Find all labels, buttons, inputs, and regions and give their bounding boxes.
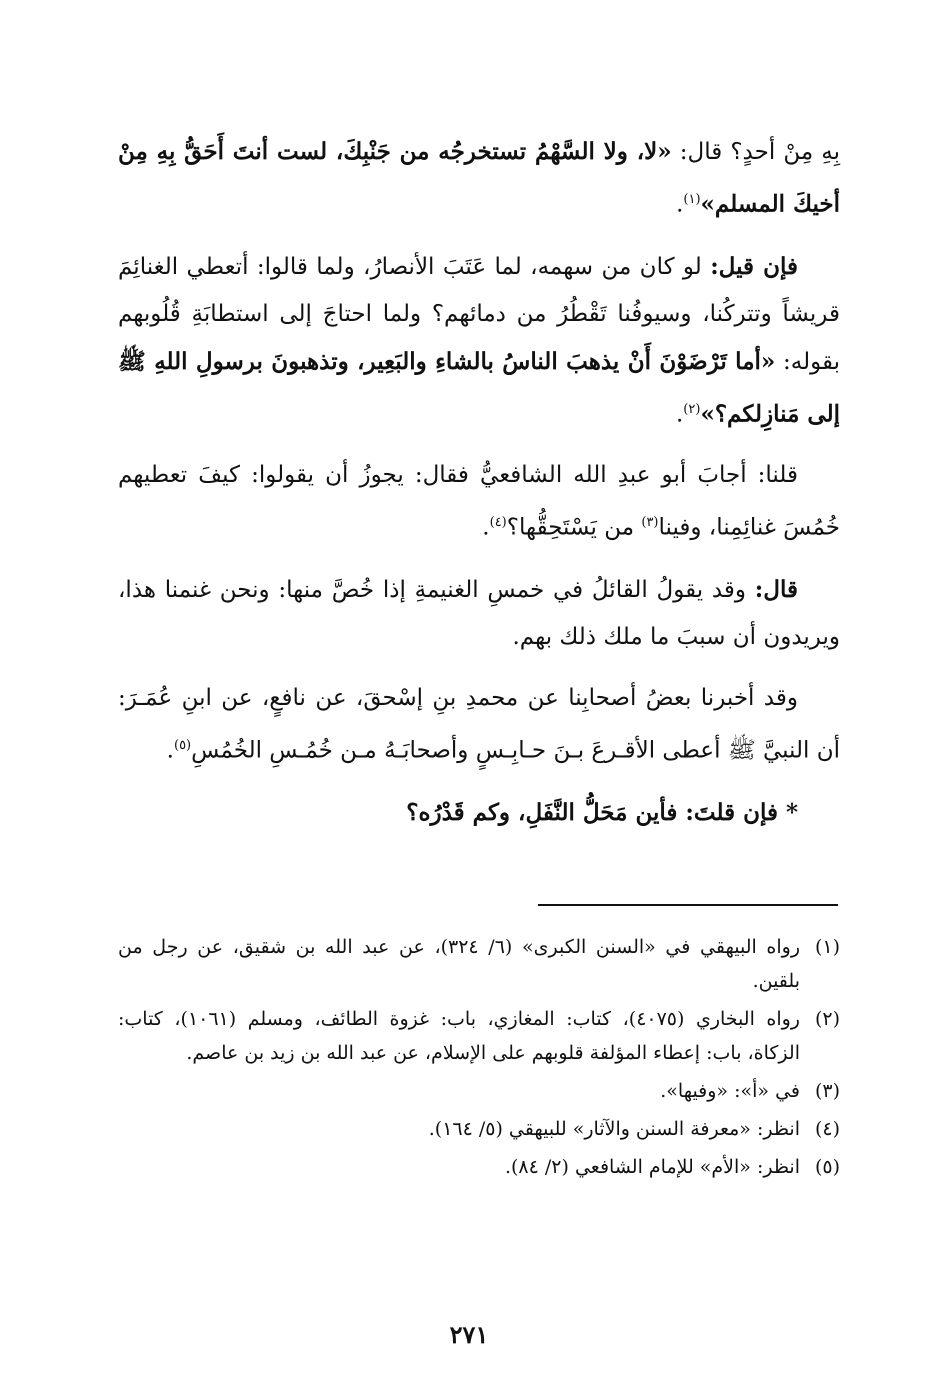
footnote-text: انظر: «معرفة السنن والآثار» للبيهقي (٥/ ١٦٤). bbox=[428, 1118, 800, 1140]
footnote-text: في «أ»: «وفيها». bbox=[660, 1080, 800, 1102]
footnote-number: (٣) bbox=[814, 1080, 840, 1102]
lead-word: فإن قيل: bbox=[710, 252, 799, 280]
footnote-ref[interactable]: (٤) bbox=[489, 515, 507, 531]
footnote-ref[interactable]: (٢) bbox=[683, 401, 701, 417]
text: وقد يقولُ القائلُ في خمسِ الغنيمةِ إذا خُصَّ منها: ونحن غنمنا هذا، ويريدون أن سببَ ما ملك ذلك بهم. bbox=[118, 576, 840, 650]
text: بِهِ مِنْ أحدٍ؟ قال: bbox=[671, 139, 841, 165]
footnote-divider bbox=[538, 904, 838, 906]
footnote bbox=[118, 930, 840, 998]
text: وقد أخبرنا بعضُ أصحابِنا عن محمدِ بنِ إسْحقَ، عن نافعٍ، عن ابنِ عُمَـرَ: أن النبيَّ ﷺ أعطى الأقـرعَ بـنَ حـابِـسٍ وأصحابَـهُ مـن خُمُـسِ الخُمُسِ bbox=[118, 684, 840, 764]
page-number: ٢٧١ bbox=[449, 1320, 489, 1349]
paragraph-2 bbox=[118, 243, 840, 439]
text: . bbox=[166, 737, 174, 764]
footnote-ref[interactable]: (١) bbox=[683, 192, 701, 207]
text: من يَسْتَحِقُّها؟ bbox=[506, 514, 642, 541]
footnote-text: رواه البيهقي في «السنن الكبرى» (٦/ ٣٢٤)، عن عبد الله بن شقيق، عن رجل من بلقين. bbox=[118, 936, 801, 992]
footnote-number: (٥) bbox=[814, 1156, 840, 1178]
main-text bbox=[118, 128, 840, 850]
footnote-number: (٢) bbox=[814, 1008, 840, 1030]
hadith-quote: «أما تَرْضَوْنَ أَنْ يذهبَ الناسُ بالشاءِ والبَعِير، وتذهبونَ برسولِ اللهِ ﷺ إلى مَنازِلكم؟» bbox=[118, 347, 840, 428]
text: . bbox=[675, 401, 684, 428]
text: . bbox=[676, 191, 684, 218]
paragraph-5 bbox=[118, 675, 840, 775]
paragraph-1 bbox=[118, 128, 840, 229]
footnote bbox=[118, 1112, 840, 1146]
paragraph-3 bbox=[118, 452, 840, 552]
footnote-text: انظر: «الأم» للإمام الشافعي (٢/ ٨٤). bbox=[504, 1156, 800, 1178]
lead-word: قال: bbox=[754, 575, 798, 603]
text: . bbox=[482, 514, 490, 541]
footnote-ref[interactable]: (٥) bbox=[173, 737, 192, 753]
text: قلنا: أجابَ أبو عبدِ الله الشافعيُّ فقال: يجوزُ أن يقولوا: كيفَ تعطيهم خُمُسَ غنائِمِنا، وفينا bbox=[118, 462, 840, 541]
footnote-text: رواه البخاري (٤٠٧٥)، كتاب: المغازي، باب: غزوة الطائف، ومسلم (١٠٦١)، كتاب: الزكاة، باب: إعطاء المؤلفة قلوبهم على الإسلام، عن عبد الله بن زيد بن عاصم. bbox=[118, 1008, 800, 1064]
footnote-number: (١) bbox=[814, 936, 840, 958]
footnote-ref[interactable]: (٣) bbox=[641, 515, 659, 531]
question-heading: * فإن قلتَ: فأين مَحَلُّ النَّفَلِ، وكم قَدْرُه؟ bbox=[406, 798, 798, 826]
footnotes bbox=[118, 930, 840, 1188]
footnote bbox=[118, 1074, 840, 1108]
footnote-number: (٤) bbox=[814, 1118, 840, 1140]
text: لو كان من سهمه، لما عَتَبَ الأنصارُ، ولما قالوا: أتعطي الغنائِمَ قريشاً وتتركُنا، وسيوفُنا تَقْطُرُ من دمائهم؟ ولما احتاجَ إلى استطابَةِ قُلُوبهم بقوله: bbox=[118, 253, 840, 375]
paragraph-4 bbox=[118, 566, 840, 661]
footnote bbox=[118, 1150, 840, 1184]
hadith-quote: «لا، ولا السَّهْمُ تستخرجُه من جَنْبِكَ، لست أنتَ أَحَقُّ بِهِ مِنْ أخيكَ المسلم» bbox=[118, 138, 840, 218]
footnote bbox=[118, 1002, 840, 1070]
